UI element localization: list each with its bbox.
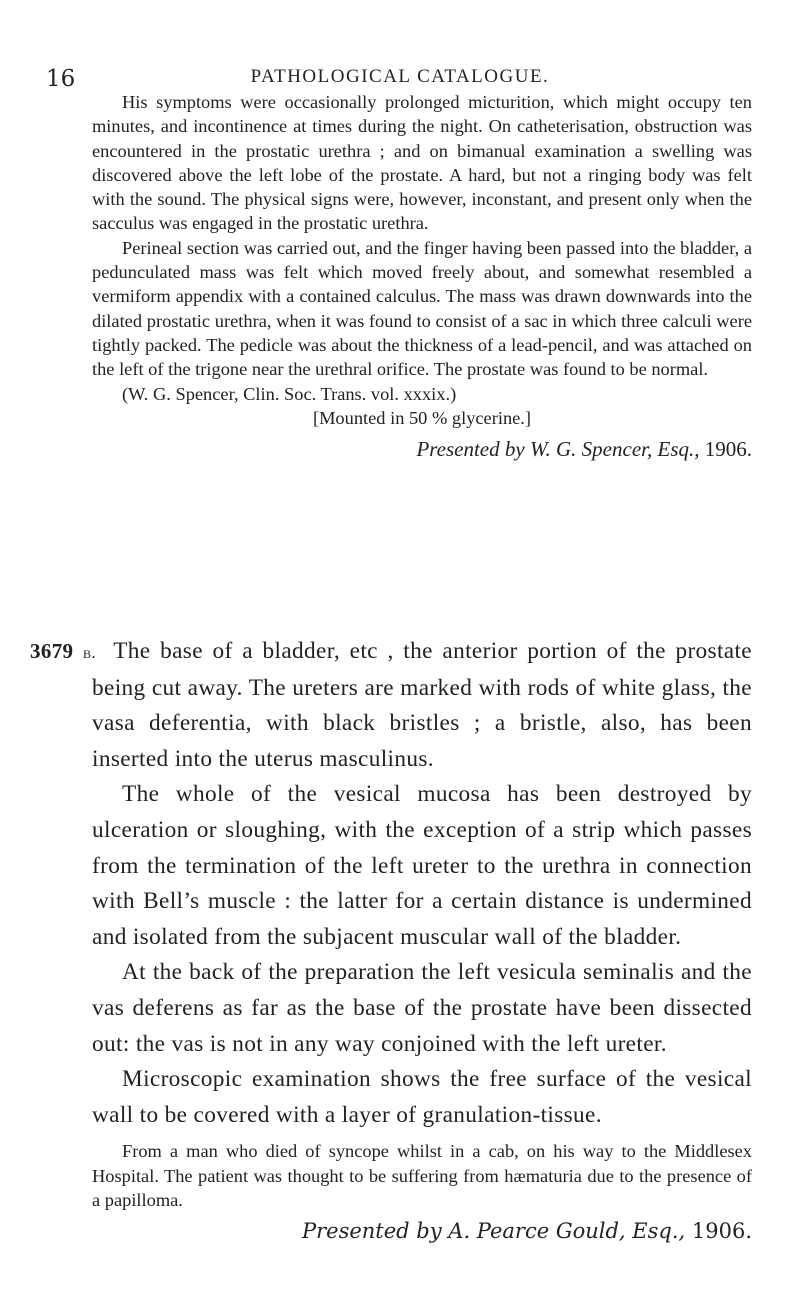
citation: (W. G. Spencer, Clin. Soc. Trans. vol. xxxix.): [122, 383, 457, 404]
mounting-note: [Mounted in 50 % glycerine.]: [312, 407, 532, 428]
paragraph-symptoms: His symptoms were occasionally prolonged micturition, which might occupy ten minutes, and incontinence at times during the night. On catheterisation, obstruction was encountered in the prostatic urethra ; and on bimanual examination a swelling was discovered above the left lobe of the prostate. A hard, but not a ringing body was felt with the sound. The physical signs were, however, inconstant, and present only when the sacculus was engaged in the prostatic urethra.: [92, 92, 752, 234]
paragraph-microscopic: Microscopic examination shows the free surface of the vesical wall to be covered with a layer of granulation-tissue.: [92, 1066, 752, 1128]
presented-by-line-b: [92, 1212, 752, 1246]
running-title: PATHOLOGICAL CATALOGUE.: [250, 66, 550, 87]
entry-number: 3679: [30, 639, 74, 663]
section-entry-3679b: [30, 634, 752, 1246]
entry-text: The base of a bladder, etc , the anterior portion of the prostate being cut away. The ureters are marked with rods of white glass, the vasa deferentia, with black bristles ; a bristle, also, has been inserted into the uterus masculinus.: [92, 638, 752, 772]
presented-by-line: [92, 430, 752, 464]
presented-year-b: 1906.: [691, 1219, 752, 1244]
presented-by: Presented by W. G. Spencer, Esq.,: [416, 437, 700, 462]
entry-description: [30, 634, 752, 777]
paragraph-dissection: At the back of the preparation the left vesicula seminalis and the vas deferens as far as the base of the prostate have been dissected out: the vas is not in any way conjoined with the left ureter.: [92, 959, 752, 1057]
paragraph-history: From a man who died of syncope whilst in a cab, on his way to the Middlesex Hospital. The patient was thought to be suffering from hæmaturia due to the presence of a papilloma.: [92, 1141, 752, 1210]
paragraph-perineal-section: Perineal section was carried out, and the finger having been passed into the bladder, a pedunculated mass was felt which moved freely about, and somewhat resembled a vermiform appendix with a contained calculus. The mass was drawn downwards into the dilated prostatic urethra, when it was found to consist of a sac in which three calculi were tightly packed. The pedicle was about the thickness of a lead-pencil, and was attached on the left of the trigone near the urethral orifice. The prostate was found to be normal.: [92, 237, 752, 380]
paragraph-mucosa: The whole of the vesical mucosa has been destroyed by ulceration or sloughing, with the exception of a strip which passes from the termination of the left ureter to the urethra in connection with Bell’s muscle : the latter for a certain distance is undermined and isolated from the subjacent muscular wall of the bladder.: [92, 781, 752, 950]
entry-suffix: b.: [83, 643, 96, 662]
section-previous-entry: [92, 90, 752, 464]
presented-year: 1906.: [704, 437, 752, 462]
presented-by-b: Presented by A. Pearce Gould, Esq.,: [301, 1219, 686, 1244]
page-number: 16: [46, 66, 76, 92]
